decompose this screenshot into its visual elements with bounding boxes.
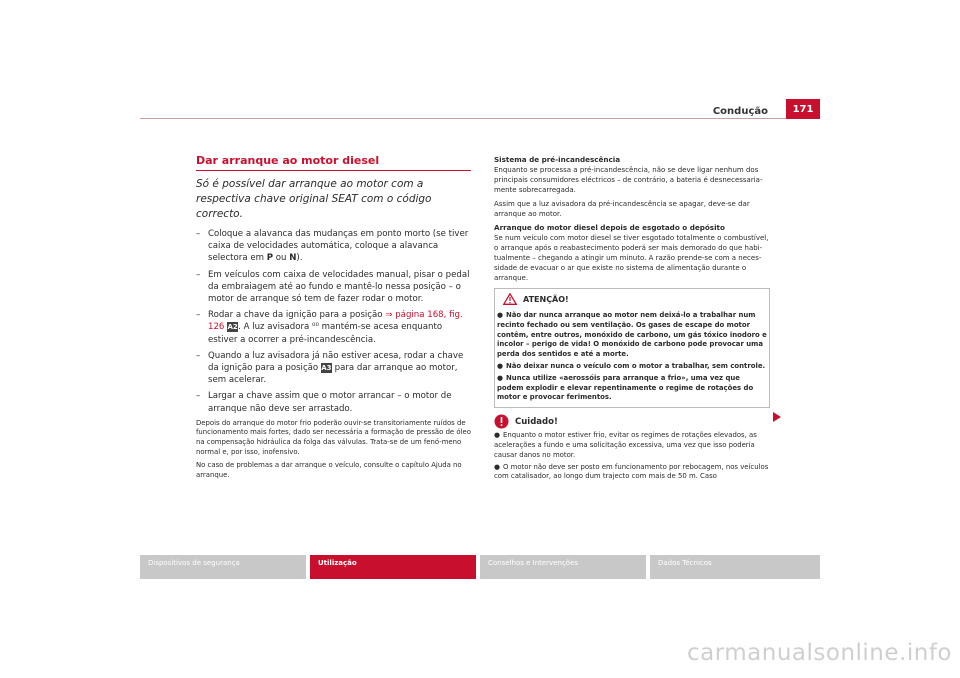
glow-plug-icon: ⁰⁰: [312, 322, 319, 333]
footer-tab-technical[interactable]: Dados Técnicos: [650, 555, 820, 579]
continue-arrow-icon[interactable]: [773, 412, 781, 422]
left-column: [196, 154, 471, 484]
footer-tab-safety[interactable]: Dispositivos de segurança: [140, 555, 306, 579]
paragraph: Enquanto se processa a pré-incandescência, não se deve ligar nenhum dos principais consumidores eléctricos – de contrário, a bateria é desnecessaria-mente sobrecarregada.: [494, 166, 763, 194]
header-title: Condução: [712, 106, 768, 117]
note-paragraph: No caso de problemas a dar arranque o veículo, consulte o capítulo Ajuda no arranque.: [196, 461, 462, 479]
footer-tab-usage[interactable]: Utilização: [310, 555, 476, 579]
page-number: 171: [786, 99, 820, 119]
step-5: – Largar a chave assim que o motor arrancar – o motor de arranque não deve ser arrastado.: [196, 391, 452, 414]
section-intro: Só é possível dar arranque ao motor com a respectiva chave original SEAT com o código correcto.: [196, 178, 432, 220]
note-paragraph: Depois do arranque do motor frio poderão ouvir-se transitoriamente ruídos de funcionamento mais fortes, dado ser necessária a formação de pressão de óleo na compensação hidráulica da folga das válvulas. Trata-se de um fenó-meno normal e, por isso, inofensivo.: [196, 418, 471, 456]
step-1: – Coloque a alavanca das mudanças em ponto morto (se tiver caixa de velocidades automática, coloque a alavanca selectora em P ou N).: [196, 229, 469, 264]
warning-item: ● Não dar nunca arranque ao motor nem deixá-lo a trabalhar num recinto fechado ou sem ventilação. Os gases de escape do motor contêm, entre outros, monóxido de carbono, um gás tóxico inodoro e incolor – perigo de vida! O monóxido de carbono pode provocar uma perda dos sentidos e até a morte.: [497, 311, 767, 359]
header-rule: [140, 118, 820, 119]
step-2: – Em veículos com caixa de velocidades manual, pisar o pedal da embraiagem até ao fundo e mantê-lo nessa posição – o motor de arranque só tem de fazer rodar o motor.: [196, 269, 470, 305]
right-column: [494, 155, 770, 482]
page-reference-link[interactable]: ⇒ página 168, fig. 126: [208, 310, 463, 333]
arrow-right-icon: ⇒: [385, 310, 393, 321]
caution-item: ● O motor não deve ser posto em funcionamento por rebocagem, nos veículos com catalisador, ao longo dum trajecto com mais de 50 m. Caso: [494, 462, 769, 481]
paragraph: Assim que a luz avisadora da pré-incandescência se apagar, deve-se dar arranque ao motor.: [494, 200, 750, 218]
caution-exclamation-icon: [494, 414, 509, 429]
step-4: – Quando a luz avisadora já não estiver acesa, rodar a chave da ignição para a posição A3 para dar arranque ao motor, sem acelerar.: [196, 350, 464, 386]
warning-title: ATENÇÃO!: [523, 294, 569, 304]
warning-box: [494, 288, 770, 408]
warning-header: [497, 289, 767, 309]
step-3: – Rodar a chave da ignição para a posição ⇒ página 168, fig. 126 A2. A luz avisadora ⁰⁰ mantém-se acesa enquanto estiver a ocorrer a pré-incandescência.: [196, 310, 463, 345]
warning-item: ● Não deixar nunca o veículo com o motor a trabalhar, sem controle.: [497, 361, 766, 370]
subheading-empty-tank: Arranque do motor diesel depois de esgotado o depósito: [494, 223, 725, 232]
paragraph: Se num veículo com motor diesel se tiver esgotado totalmente o combustível, o arranque após o reabastecimento poderá ser mais demorado do que habi-tualmente – chegando a atingir um minuto. A razão prende-se com a neces-sidade de evacuar o ar que existe no sistema de alimentação durante o arranque.: [494, 234, 769, 282]
figure-callout-badge: A2: [227, 322, 238, 331]
figure-callout-badge: A3: [321, 363, 332, 372]
section-title: Dar arranque ao motor diesel: [196, 154, 471, 171]
caution-item: ● Enquanto o motor estiver frio, evitar os regimes de rotações elevados, as acelerações a fundo e uma solicitação excessiva, uma vez que isso poderia causar danos no motor.: [494, 431, 757, 459]
caution-header: [494, 414, 770, 429]
footer-tab-advice[interactable]: Conselhos e Intervenções: [480, 555, 646, 579]
warning-item: ● Nunca utilize «aerossóis para arranque a frio», uma vez que podem explodir e elevar repentinamente o regime de rotações do motor e provocar ferimentos.: [497, 373, 754, 402]
watermark: carmanualsonline.info: [686, 640, 952, 666]
caution-title: Cuidado!: [515, 416, 558, 427]
warning-triangle-icon: [503, 293, 517, 305]
subheading-glow-system: Sistema de pré-incandescência: [494, 155, 621, 164]
